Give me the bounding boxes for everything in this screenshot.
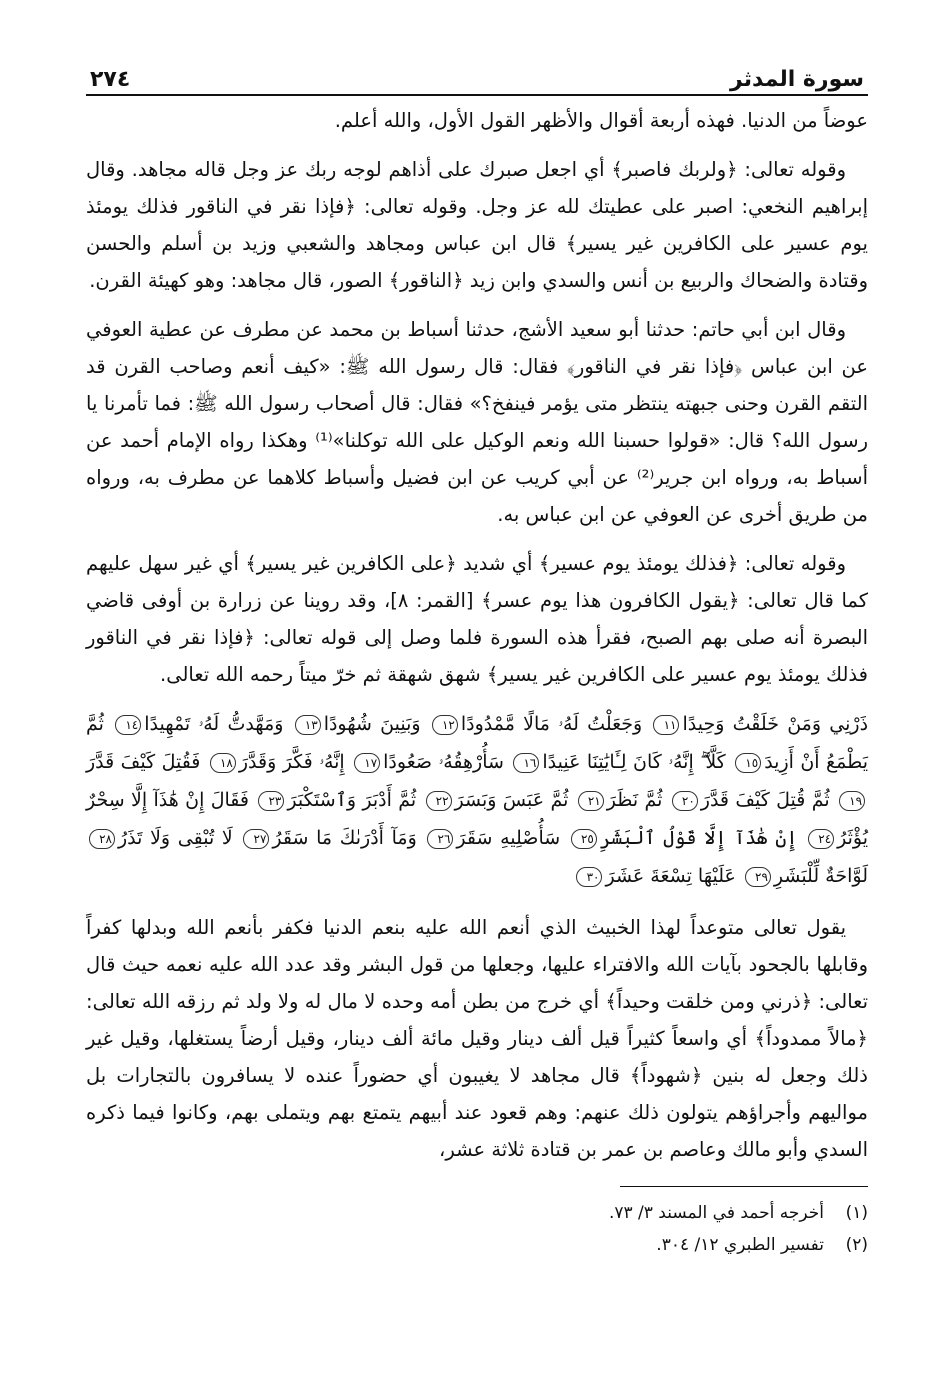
footnote-number: (٢) — [845, 1235, 868, 1255]
ayah-number-marker: ١٨ — [210, 753, 236, 773]
ayah-number-marker: ٢٧ — [243, 829, 269, 849]
paragraph: وقال ابن أبي حاتم: حدثنا أبو سعيد الأشج، حدثنا أسباط بن محمد عن مطرف عن عطية العوفي عن ابن عباس ﴿فإذا نقر في الناقور﴾ فقال: قال رسول الله ﷺ: «كيف أنعم وصاحب القرن قد التقم القرن وحنى جبهته ينتظر متى يؤمر فينفخ؟» فقال: قال أصحاب رسول الله ﷺ: فما تأمرنا يا رسول الله؟ قال: «قولوا حسبنا الله ونعم الوكيل على الله توكلنا»⁽¹⁾ وهكذا رواه الإمام أحمد عن أسباط به، ورواه ابن جرير⁽²⁾ عن أبي كريب عن ابن فضيل وأسباط كلاهما عن مطرف به، ورواه من طريق أخرى عن العوفي عن ابن عباس به. — [86, 318, 868, 526]
paragraph: وقوله تعالى: ﴿فذلك يومئذ يوم عسير﴾ أي شديد ﴿على الكافرين غير يسير﴾ أي غير سهل عليهم كما قال تعالى: ﴿يقول الكافرون هذا يوم عسر﴾ [القمر: ٨]، وقد روينا عن زرارة بن أوفى قاضي البصرة أنه صلى بهم الصبح، فقرأ هذه السورة فلما وصل إلى قوله تعالى: ﴿فإذا نقر في الناقور فذلك يومئذ يوم عسير على الكافرين غير يسير﴾ شهق شهقة ثم خرّ ميتاً رحمه الله تعالى. — [86, 552, 868, 686]
footnote-separator — [620, 1186, 868, 1187]
ayah-number-marker: ٢٠ — [672, 791, 698, 811]
footnote-text: تفسير الطبري ١٢/ ٣٠٤. — [656, 1235, 824, 1255]
verse-text: وَجَعَلْتُ لَهُۥ مَالًا مَّمْدُودًا — [460, 713, 643, 735]
page-content — [86, 102, 868, 1261]
paragraph: وقوله تعالى: ﴿ولربك فاصبر﴾ أي اجعل صبرك على أذاهم لوجه ربك عز وجل قاله مجاهد. وقال إبراهيم النخعي: اصبر على عطيتك لله عز وجل. وقوله تعالى: ﴿فإذا نقر في الناقور فذلك يومئذ يوم عسير على الكافرين غير يسير﴾ قال ابن عباس ومجاهد والشعبي وزيد بن أسلم والحسن وقتادة والضحاك والربيع بن أنس والسدي وابن زيد ﴿الناقور﴾ الصور، قال مجاهد: وهو كهيئة القرن. — [86, 158, 868, 292]
ayah-number-marker: ٣٠ — [576, 867, 602, 887]
ayah-number-marker: ١١ — [653, 715, 679, 735]
verse-text: إِنَّهُۥ فَكَّرَ وَقَدَّرَ — [238, 751, 345, 773]
verse-text: إِنْ هَٰذَآ إِلَّا قَوْلُ ٱلْبَشَرِ — [599, 827, 798, 849]
surah-title: سورة المدثر — [730, 67, 864, 92]
page-header — [86, 56, 868, 96]
verse-text: ثُمَّ نَظَرَ — [606, 789, 663, 811]
ayah-number-marker: ١٢ — [432, 715, 458, 735]
ayah-number-marker: ٢٤ — [808, 829, 834, 849]
verse-text: سَأُرْهِقُهُۥ صَعُودًا — [383, 751, 504, 773]
paragraph: عوضاً من الدنيا. فهذه أربعة أقوال والأظهر القول الأول، والله أعلم. — [334, 109, 868, 132]
footnote — [86, 1197, 868, 1229]
verse-text: ثُمَّ يَطْمَعُ أَنْ أَزِيدَ — [86, 713, 868, 773]
page-number: ٢٧٤ — [90, 67, 131, 92]
verse-text: لَا تُبْقِى وَلَا تَذَرُ — [118, 827, 233, 849]
ayah-number-marker: ٢٦ — [427, 829, 453, 849]
ayah-number-marker: ٢٩ — [745, 867, 771, 887]
footnote-text: أخرجه أحمد في المسند ٣/ ٧٣. — [608, 1203, 824, 1223]
ayah-number-marker: ٢١ — [578, 791, 604, 811]
verse-text: سَأُصْلِيهِ سَقَرَ — [456, 827, 561, 849]
footnote-number: (١) — [845, 1203, 868, 1223]
verse-text: ثُمَّ قُتِلَ كَيْفَ قَدَّرَ — [700, 789, 830, 811]
verse-text: وَبَنِينَ شُهُودًا — [323, 713, 421, 735]
ayah-number-marker: ٢٥ — [571, 829, 597, 849]
verse-text: وَمَآ أَدْرَىٰكَ مَا سَقَرُ — [272, 827, 417, 849]
verse-text: عَلَيْهَا تِسْعَةَ عَشَرَ — [605, 865, 736, 887]
verse-text: فَقُتِلَ كَيْفَ قَدَّرَ — [86, 751, 201, 773]
verse-text: كَلَّآ ۖ إِنَّهُۥ كَانَ لِـَٔايَٰتِنَا عَنِيدًا — [542, 751, 726, 773]
ayah-number-marker: ١٦ — [513, 753, 539, 773]
ayah-number-marker: ١٤ — [115, 715, 141, 735]
ayah-number-marker: ٢٢ — [426, 791, 452, 811]
ayah-number-marker: ٢٨ — [89, 829, 115, 849]
ayah-number-marker: ١٣ — [295, 715, 321, 735]
ayah-number-marker: ٢٣ — [258, 791, 284, 811]
verse-text: وَمَهَّدتُّ لَهُۥ تَمْهِيدًا — [144, 713, 284, 735]
quran-verses-block — [86, 705, 868, 895]
footnote — [86, 1229, 868, 1261]
commentary-paragraph: يقول تعالى متوعداً لهذا الخبيث الذي أنعم الله عليه بنعم الدنيا فكفر بأنعم الله وبدلها كفراً وقابلها بالجحود بآيات الله والافتراء عليها، وجعلها من قول البشر وقد عدد الله عليه نعمه حيث قال تعالى: ﴿ذرني ومن خلقت وحيداً﴾ أي خرج من بطن أمه وحده لا مال له ولا ولد ثم رزقه الله تعالى: ﴿مالاً ممدوداً﴾ أي واسعاً كثيراً قيل ألف دينار وقيل مائة ألف دينار، وقيل أرضاً يستغلها، وقيل غير ذلك وجعل له بنين ﴿شهوداً﴾ قال مجاهد لا يغيبون أي حضوراً عنده لا يسافرون بالتجارات بل مواليهم وأجراؤهم يتولون ذلك عنهم: وهم قعود عند أبيهم يتمتع بهم ويتملى بهم، وكانوا فيما ذكره السدي وأبو مالك وعاصم بن عمر بن قتادة ثلاثة عشر، — [86, 916, 868, 1161]
ayah-number-marker: ١٥ — [735, 753, 761, 773]
ayah-number-marker: ١٧ — [354, 753, 380, 773]
ayah-number-marker: ١٩ — [839, 791, 865, 811]
verse-text: ذَرْنِي وَمَنْ خَلَقْتُ وَحِيدًا — [682, 713, 869, 735]
verse-text: ثُمَّ أَدْبَرَ وَٱسْتَكْبَرَ — [287, 789, 417, 811]
verse-text: لَوَّاحَةٌ لِّلْبَشَرِ — [773, 865, 868, 887]
verse-text: فَقَالَ إِنْ هَٰذَآ إِلَّا سِحْرٌ يُؤْثَرُ — [86, 789, 869, 849]
verse-text: ثُمَّ عَبَسَ وَبَسَرَ — [454, 789, 569, 811]
document-page — [86, 56, 868, 1261]
